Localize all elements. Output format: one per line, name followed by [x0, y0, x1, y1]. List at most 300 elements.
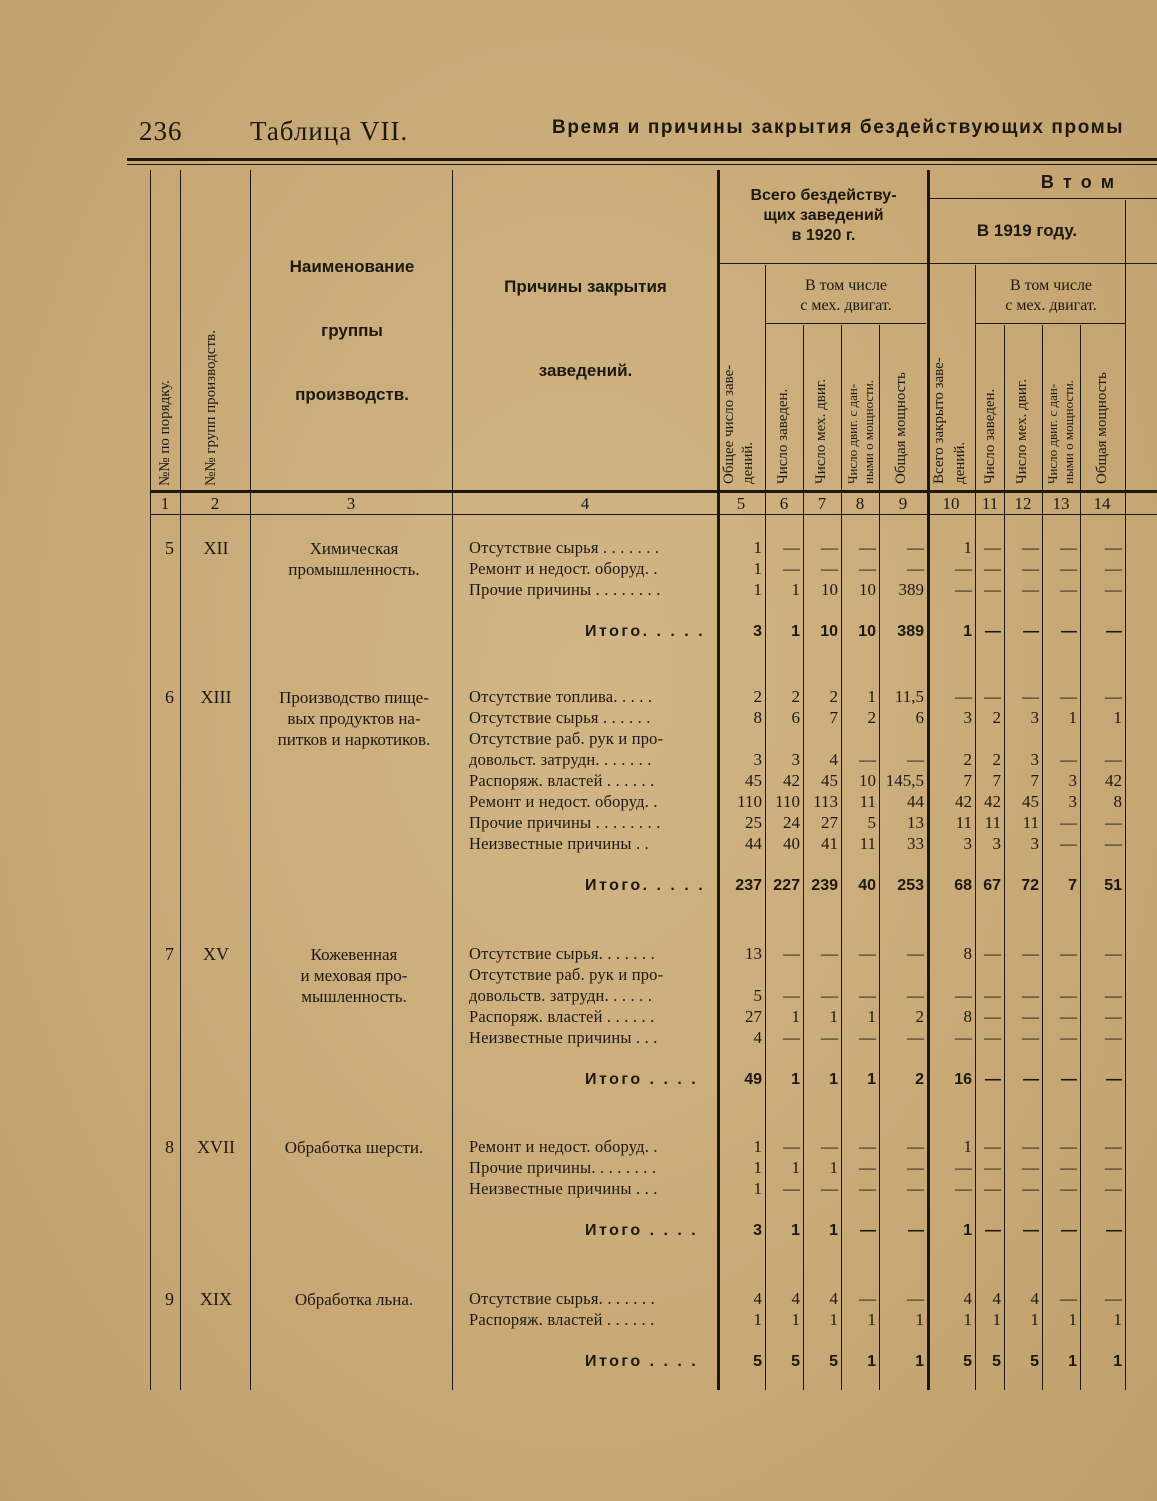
table-cell: 1	[791, 1007, 800, 1026]
table-cell: —	[984, 1158, 1001, 1177]
table-cell: —	[859, 1289, 876, 1308]
column-number: 10	[942, 494, 960, 513]
table-cell: —	[859, 944, 876, 963]
itogo-cell: 1	[829, 1071, 838, 1088]
table-cell: —	[955, 1179, 972, 1198]
itogo-label: Итого . . . .	[585, 1071, 699, 1088]
table-cell: 1	[992, 1310, 1001, 1329]
itogo-label: Итого . . . .	[585, 1353, 699, 1370]
col-header-total-3: в 1920 г.	[791, 227, 856, 244]
col-header-c5-2: дений.	[740, 441, 756, 484]
page-number: 236	[139, 116, 183, 146]
table-cell: —	[907, 1028, 924, 1047]
group-order-no: 7	[165, 944, 174, 964]
table-cell: —	[1105, 1028, 1122, 1047]
table-cell: 2	[791, 687, 800, 706]
reason-label: Отсутствие раб. рук и про-	[469, 965, 664, 984]
itogo-cell: 5	[963, 1353, 972, 1370]
reason-label: Неизвестные причины . . .	[469, 1179, 658, 1198]
table-cell: —	[907, 944, 924, 963]
table-cell: 6	[791, 708, 800, 727]
table-cell: 42	[955, 792, 972, 811]
itogo-cell: —	[1106, 1071, 1122, 1088]
table-cell: —	[859, 1137, 876, 1156]
table-cell: 10	[859, 580, 876, 599]
table-cell: 1	[915, 1310, 924, 1329]
group-name-line: Обработка шерсти.	[284, 1138, 424, 1157]
itogo-cell: 5	[791, 1353, 800, 1370]
table-cell: 3	[1030, 708, 1039, 727]
table-cell: 110	[737, 792, 762, 811]
table-cell: 44	[745, 834, 762, 853]
table-cell: 7	[1030, 771, 1039, 790]
col-header-c9: Общая мощность	[893, 372, 909, 484]
column-number: 2	[210, 494, 220, 513]
col-divider	[452, 170, 453, 1390]
table-cell: 11	[984, 813, 1001, 832]
col-divider	[250, 170, 251, 1390]
column-number: 1	[160, 494, 170, 513]
table-cell: —	[907, 1289, 924, 1308]
col-header-total-1: Всего бездейству-	[750, 187, 897, 204]
table-cell: —	[1105, 1179, 1122, 1198]
reason-label: Ремонт и недост. оборуд. .	[469, 559, 658, 578]
itogo-cell: 72	[1021, 877, 1039, 894]
header-line	[766, 323, 926, 324]
table-cell: 27	[821, 813, 838, 832]
table-cell: —	[1105, 944, 1122, 963]
table-cell: 1	[753, 538, 762, 557]
table-cell: 3	[1030, 834, 1039, 853]
table-cell: —	[984, 1179, 1001, 1198]
col-divider	[150, 170, 151, 1390]
group-name-line: Кожевенная	[310, 945, 398, 964]
header-rule-thick	[127, 158, 1157, 161]
table-cell: 4	[829, 1289, 838, 1308]
table-cell: 1	[753, 559, 762, 578]
table-cell: 4	[963, 1289, 972, 1308]
table-cell: —	[1060, 559, 1077, 578]
table-cell: 1	[1113, 1310, 1122, 1329]
table-cell: 8	[963, 944, 972, 963]
col-divider	[180, 170, 181, 1390]
itogo-cell: 5	[829, 1353, 838, 1370]
col-header-order-no: №№ по порядку.	[157, 379, 173, 486]
itogo-cell: 1	[963, 623, 972, 640]
col-header-incl-1919-2: с мех. двигат.	[1005, 297, 1097, 314]
numbers-row-rule	[150, 514, 1157, 515]
table-cell: —	[907, 1137, 924, 1156]
table-cell: —	[907, 538, 924, 557]
table-cell: 3	[963, 834, 972, 853]
col-header-group-no: №№ групп производств.	[203, 330, 219, 486]
table-cell: 8	[963, 1007, 972, 1026]
table-cell: —	[984, 580, 1001, 599]
table-cell: —	[984, 538, 1001, 557]
reason-label: Ремонт и недост. оборуд. .	[469, 792, 658, 811]
reason-label: Распоряж. властей . . . . . .	[469, 1310, 655, 1329]
table-cell: 44	[907, 792, 924, 811]
table-cell: 6	[915, 708, 924, 727]
itogo-cell: 68	[954, 877, 972, 894]
table-cell: 45	[821, 771, 838, 790]
itogo-cell: —	[985, 1071, 1001, 1088]
reason-label: Распоряж. властей . . . . . .	[469, 771, 655, 790]
itogo-cell: —	[908, 1222, 924, 1239]
table-cell: 1	[753, 580, 762, 599]
table-cell: —	[1060, 944, 1077, 963]
col-header-reasons-2: заведений.	[538, 361, 633, 380]
col-header-c11: Число заведен.	[982, 388, 998, 484]
column-number: 11	[981, 494, 999, 513]
table-cell: 33	[907, 834, 924, 853]
table-cell: 11	[859, 834, 876, 853]
table-cell: 2	[963, 750, 972, 769]
table-cell: —	[859, 750, 876, 769]
table-cell: —	[1060, 750, 1077, 769]
column-number: 9	[898, 494, 908, 513]
column-number: 7	[817, 494, 827, 513]
table-cell: 110	[775, 792, 800, 811]
table-cell: —	[1060, 1289, 1077, 1308]
table-cell: 11,5	[894, 687, 924, 706]
itogo-cell: 5	[1030, 1353, 1039, 1370]
col-header-c10-2: дений.	[952, 441, 968, 484]
table-cell: —	[1105, 538, 1122, 557]
table-cell: 1	[963, 538, 972, 557]
table-cell: 13	[907, 813, 924, 832]
table-cell: 1	[753, 1158, 762, 1177]
itogo-cell: 2	[915, 1071, 924, 1088]
table-cell: —	[1060, 538, 1077, 557]
table-cell: —	[1022, 1158, 1039, 1177]
itogo-cell: 51	[1104, 877, 1122, 894]
reason-label: Ремонт и недост. оборуд. .	[469, 1137, 658, 1156]
table-cell: 8	[1113, 792, 1122, 811]
reason-label: Распоряж. властей . . . . . .	[469, 1007, 655, 1026]
table-cell: 1	[753, 1179, 762, 1198]
itogo-cell: 253	[897, 877, 924, 894]
itogo-cell: 1	[867, 1353, 876, 1370]
table-cell: 5	[753, 986, 762, 1005]
table-cell: 41	[821, 834, 838, 853]
table-cell: 1	[1030, 1310, 1039, 1329]
itogo-cell: 1	[829, 1222, 838, 1239]
table-cell: 1	[1068, 1310, 1077, 1329]
group-order-no: 5	[165, 538, 174, 558]
table-cell: 1	[753, 1137, 762, 1156]
reason-label: Прочие причины. . . . . . . .	[469, 1158, 657, 1177]
itogo-label: Итого. . . . .	[585, 623, 706, 640]
table-cell: —	[783, 1179, 800, 1198]
table-cell: 8	[753, 708, 762, 727]
header-line	[976, 323, 1126, 324]
itogo-cell: —	[1106, 1222, 1122, 1239]
table-cell: 13	[745, 944, 762, 963]
table-label: Таблица VII.	[250, 116, 409, 146]
table-cell: 3	[1068, 771, 1077, 790]
table-cell: 4	[753, 1028, 762, 1047]
table-cell: —	[1060, 1158, 1077, 1177]
header-line	[719, 263, 1157, 264]
table-cell: —	[955, 986, 972, 1005]
itogo-cell: —	[1061, 1071, 1077, 1088]
table-cell: 10	[859, 771, 876, 790]
table-cell: —	[907, 559, 924, 578]
table-cell: —	[859, 538, 876, 557]
table-cell: 2	[992, 750, 1001, 769]
table-cell: —	[955, 1158, 972, 1177]
table-cell: —	[984, 1137, 1001, 1156]
table-cell: 24	[783, 813, 800, 832]
group-name-line: и меховая про-	[300, 966, 408, 985]
table-cell: —	[984, 944, 1001, 963]
col-header-c7: Число мех. двиг.	[813, 378, 829, 484]
itogo-cell: 10	[858, 623, 876, 640]
table-cell: —	[1022, 1028, 1039, 1047]
group-name-line: вых продуктов на-	[287, 709, 421, 728]
table-cell: 2	[992, 708, 1001, 727]
table-cell: 40	[783, 834, 800, 853]
itogo-cell: 5	[992, 1353, 1001, 1370]
col-header-c5-1: Общее число заве-	[721, 364, 737, 484]
itogo-cell: 1	[1113, 1353, 1122, 1370]
column-number: 12	[1014, 494, 1032, 513]
table-cell: 11	[1022, 813, 1039, 832]
reason-label: Отсутствие сырья. . . . . . .	[469, 1289, 655, 1308]
table-cell: 2	[915, 1007, 924, 1026]
table-cell: 1	[1068, 708, 1077, 727]
itogo-label: Итого. . . . .	[585, 877, 706, 894]
col-header-group-name-3: производств.	[295, 385, 409, 404]
itogo-cell: 1	[791, 623, 800, 640]
table-cell: 389	[898, 580, 924, 599]
itogo-cell: —	[985, 623, 1001, 640]
table-cell: 1	[867, 1310, 876, 1329]
reason-label: Неизвестные причины . . .	[469, 1028, 658, 1047]
table-cell: —	[1105, 559, 1122, 578]
table-cell: —	[859, 986, 876, 1005]
table-cell: 42	[1105, 771, 1122, 790]
col-header-vtom: В т о м	[1040, 172, 1117, 192]
table-cell: —	[1105, 834, 1122, 853]
header-line	[929, 198, 1157, 199]
table-cell: —	[821, 1028, 838, 1047]
table-cell: —	[907, 1158, 924, 1177]
group-code: XVII	[197, 1137, 235, 1157]
col-header-c14: Общая мощность	[1094, 372, 1110, 484]
table-cell: —	[984, 1007, 1001, 1026]
table-cell: —	[821, 559, 838, 578]
itogo-cell: 1	[791, 1071, 800, 1088]
table-cell: 3	[963, 708, 972, 727]
itogo-cell: 1	[791, 1222, 800, 1239]
table-cell: 11	[859, 792, 876, 811]
table-cell: 1	[791, 1158, 800, 1177]
group-name-line: Химическая	[309, 539, 399, 558]
table-cell: —	[907, 750, 924, 769]
table-cell: —	[1105, 986, 1122, 1005]
itogo-cell: —	[1061, 623, 1077, 640]
table-cell: 1	[963, 1137, 972, 1156]
column-number: 13	[1052, 494, 1070, 513]
table-cell: 5	[867, 813, 876, 832]
table-cell: —	[1105, 1289, 1122, 1308]
table-cell: 42	[783, 771, 800, 790]
reason-label: Прочие причины . . . . . . . .	[469, 813, 661, 832]
table-cell: —	[783, 559, 800, 578]
table-cell: 4	[829, 750, 838, 769]
table-cell: —	[1022, 1007, 1039, 1026]
reason-label: Отсутствие сырья . . . . . . .	[469, 538, 660, 557]
itogo-cell: 227	[773, 877, 800, 894]
table-cell: 2	[753, 687, 762, 706]
table-cell: —	[821, 1137, 838, 1156]
col-header-c8-1: Число двиг. с дан-	[845, 383, 860, 484]
table-cell: 1	[829, 1007, 838, 1026]
table-cell: —	[1105, 750, 1122, 769]
column-number: 6	[779, 494, 789, 513]
group-code: XII	[203, 538, 229, 558]
table-cell: 1	[791, 580, 800, 599]
table-cell: —	[907, 1179, 924, 1198]
itogo-cell: 10	[820, 623, 838, 640]
table-cell: —	[783, 1028, 800, 1047]
group-name-line: Производство пище-	[279, 688, 429, 707]
itogo-cell: —	[985, 1222, 1001, 1239]
table-cell: 1	[867, 687, 876, 706]
col-header-c13-2: ными о мощности.	[1061, 379, 1076, 484]
table-cell: —	[1060, 834, 1077, 853]
col-header-c10-1: Всего закрыто заве-	[931, 357, 947, 484]
reason-label: довольств. затрудн. . . . . .	[469, 986, 653, 1005]
reason-label: Отсутствие раб. рук и про-	[469, 729, 664, 748]
table-cell: 113	[813, 792, 838, 811]
itogo-cell: 389	[897, 623, 924, 640]
table-cell: 2	[829, 687, 838, 706]
reason-label: Отсутствие топлива. . . . .	[469, 687, 653, 706]
table-cell: 11	[955, 813, 972, 832]
table-cell: —	[1022, 687, 1039, 706]
col-header-total-2: щих заведений	[763, 207, 884, 224]
table-cell: —	[783, 538, 800, 557]
table-cell: 4	[791, 1289, 800, 1308]
itogo-cell: 1	[915, 1353, 924, 1370]
table-cell: —	[1060, 580, 1077, 599]
itogo-cell: 3	[753, 1222, 762, 1239]
itogo-cell: 16	[954, 1071, 972, 1088]
table-cell: —	[1060, 986, 1077, 1005]
group-order-no: 8	[165, 1137, 174, 1157]
table-cell: —	[1060, 1137, 1077, 1156]
itogo-cell: 237	[735, 877, 762, 894]
column-number: 4	[580, 494, 590, 513]
itogo-cell: 67	[983, 877, 1001, 894]
reason-label: Неизвестные причины . .	[469, 834, 649, 853]
table-cell: 1	[963, 1310, 972, 1329]
table-cell: 3	[791, 750, 800, 769]
table-cell: —	[984, 1028, 1001, 1047]
table-cell: —	[1105, 1137, 1122, 1156]
col-header-group-name-2: группы	[321, 321, 383, 340]
table-cell: —	[1022, 559, 1039, 578]
table-cell: —	[1022, 944, 1039, 963]
table-cell: 145,5	[885, 771, 924, 790]
itogo-cell: 1	[963, 1222, 972, 1239]
table-cell: 1	[791, 1310, 800, 1329]
group-code: XIII	[200, 687, 232, 707]
table-cell: —	[859, 1028, 876, 1047]
table-cell: 3	[1068, 792, 1077, 811]
table-cell: —	[1022, 986, 1039, 1005]
table-cell: —	[907, 986, 924, 1005]
group-order-no: 6	[165, 687, 174, 707]
group-code: XV	[203, 944, 229, 964]
table-cell: 7	[992, 771, 1001, 790]
header-bottom-rule	[150, 490, 1157, 493]
col-header-reasons-1: Причины закрытия	[504, 277, 667, 296]
column-number: 3	[346, 494, 356, 513]
table-cell: —	[783, 944, 800, 963]
col-header-c13-1: Число двиг. с дан-	[1045, 383, 1060, 484]
table-cell: —	[955, 687, 972, 706]
table-cell: 1	[867, 1007, 876, 1026]
table-cell: 1	[829, 1310, 838, 1329]
table-cell: —	[1105, 1007, 1122, 1026]
table-cell: —	[1060, 1179, 1077, 1198]
table-cell: 42	[984, 792, 1001, 811]
table-cell: —	[821, 944, 838, 963]
table-cell: —	[1105, 687, 1122, 706]
col-header-group-name-1: Наименование	[289, 257, 415, 276]
table-cell: 2	[867, 708, 876, 727]
table-cell: —	[783, 986, 800, 1005]
itogo-cell: 7	[1068, 877, 1077, 894]
table-cell: —	[955, 1028, 972, 1047]
group-name-line: питков и наркотиков.	[277, 730, 431, 749]
group-name-line: промышленность.	[288, 560, 420, 579]
col-header-incl-1920-2: с мех. двигат.	[800, 297, 892, 314]
itogo-cell: —	[1023, 623, 1039, 640]
table-cell: —	[821, 986, 838, 1005]
col-header-c8-2: ными о мощности.	[861, 379, 876, 484]
table-cell: —	[1060, 1007, 1077, 1026]
col-header-c12: Число мех. двиг.	[1014, 378, 1030, 484]
group-name-line: мышленность.	[301, 987, 407, 1006]
itogo-cell: 49	[744, 1071, 762, 1088]
table-cell: —	[955, 559, 972, 578]
table-cell: 4	[753, 1289, 762, 1308]
table-cell: 45	[1022, 792, 1039, 811]
table-cell: 1	[1113, 708, 1122, 727]
table-cell: —	[984, 559, 1001, 578]
table-cell: —	[1060, 813, 1077, 832]
itogo-cell: —	[1106, 623, 1122, 640]
table-cell: 45	[745, 771, 762, 790]
itogo-cell: —	[1023, 1222, 1039, 1239]
col-header-1919: В 1919 году.	[976, 221, 1078, 240]
table-cell: —	[955, 580, 972, 599]
table-cell: 3	[992, 834, 1001, 853]
reason-label: Прочие причины . . . . . . . .	[469, 580, 661, 599]
itogo-cell: —	[1061, 1222, 1077, 1239]
table-cell: —	[1022, 538, 1039, 557]
reason-label: Отсутствие сырья. . . . . . .	[469, 944, 655, 963]
itogo-label: Итого . . . .	[585, 1222, 699, 1239]
table-cell: —	[1105, 580, 1122, 599]
col-header-incl-1919-1: В том числе	[1009, 277, 1093, 294]
reason-label: Отсутствие сырья . . . . . .	[469, 708, 651, 727]
